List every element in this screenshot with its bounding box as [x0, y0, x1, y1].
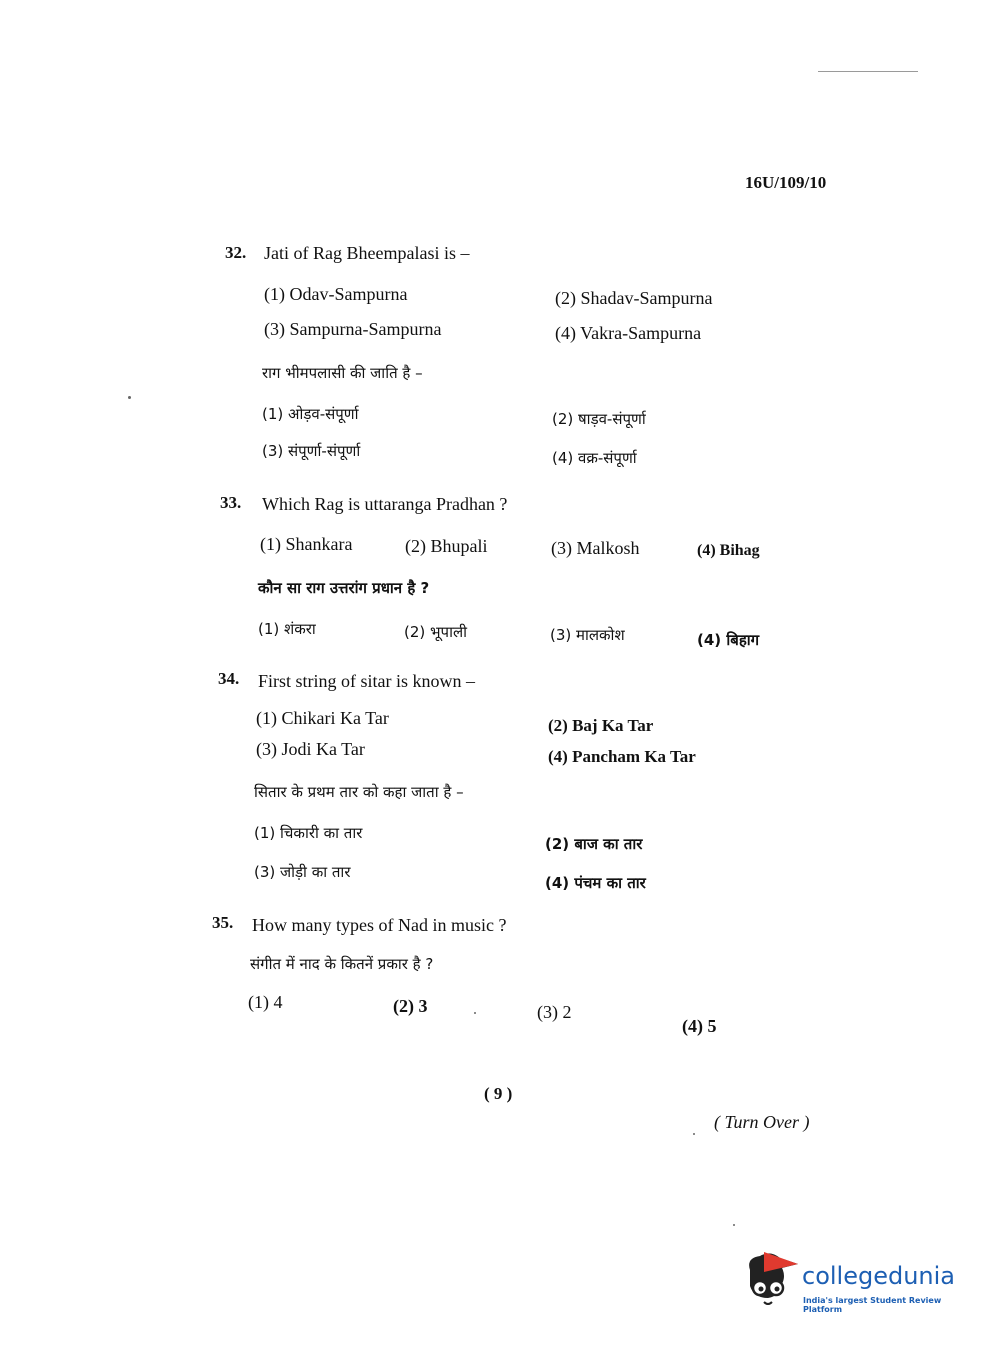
option-3-hi: (3) जोड़ी का तार [254, 863, 351, 881]
option-1-en: (1) Chikari Ka Tar [256, 708, 389, 728]
collegedunia-logo [742, 1250, 972, 1320]
option-2-en: (2) Bhupali [405, 536, 488, 556]
option-2-en: (2) Shadav-Sampurna [555, 288, 713, 308]
option-3-hi: (3) मालकोश [550, 626, 625, 644]
scan-speck [733, 1224, 735, 1226]
option-1: (1) 4 [248, 992, 283, 1012]
option-1-hi: (1) चिकारी का तार [254, 824, 363, 842]
question-number: 32. [225, 243, 247, 262]
logo-wordmark: collegedunia [802, 1262, 956, 1290]
option-2: (2) 3 [393, 996, 428, 1016]
option-2-en: (2) Baj Ka Tar [548, 716, 654, 735]
option-1-hi: (1) शंकरा [258, 620, 316, 638]
option-2-hi: (2) षाड़व-संपूर्णा [552, 410, 646, 428]
option-4-hi: (4) वक्र-संपूर्णा [552, 449, 637, 467]
turn-over-label: ( Turn Over ) [714, 1112, 810, 1132]
paper-code: 16U/109/10 [745, 173, 827, 192]
scan-speck [128, 396, 131, 399]
option-4: (4) 5 [682, 1016, 717, 1036]
scan-speck [693, 1133, 695, 1135]
option-1-hi: (1) ओड़व-संपूर्णा [262, 405, 359, 423]
option-3-en: (3) Malkosh [551, 538, 640, 558]
question-number: 33. [220, 493, 242, 512]
option-3-en: (3) Jodi Ka Tar [256, 739, 365, 759]
option-2-hi: (2) बाज का तार [545, 835, 643, 853]
scan-speck [474, 1012, 476, 1014]
option-3-hi: (3) संपूर्णा-संपूर्णा [262, 442, 361, 460]
option-4-en: (4) Pancham Ka Tar [548, 747, 696, 766]
question-text-en: Which Rag is uttaranga Pradhan ? [262, 494, 508, 514]
option-1-en: (1) Odav-Sampurna [264, 284, 408, 304]
question-text-hi: सितार के प्रथम तार को कहा जाता है – [254, 783, 464, 801]
page-number: ( 9 ) [484, 1084, 513, 1103]
mascot-icon [742, 1250, 800, 1310]
question-text-hi: कौन सा राग उत्तरांग प्रधान है ? [258, 579, 430, 597]
option-1-en: (1) Shankara [260, 534, 353, 554]
question-text-hi: राग भीमपलासी की जाति है – [262, 364, 423, 382]
option-3: (3) 2 [537, 1002, 572, 1022]
option-4-hi: (4) पंचम का तार [545, 874, 646, 892]
question-text-hi: संगीत में नाद के कितनें प्रकार है ? [250, 955, 434, 973]
question-text-en: How many types of Nad in music ? [252, 915, 507, 935]
top-rule [818, 71, 918, 72]
option-4-en: (4) Bihag [697, 542, 760, 559]
logo-tagline: India's largest Student Review Platform [803, 1296, 942, 1314]
question-text-en: First string of sitar is known – [258, 671, 476, 691]
question-text-en: Jati of Rag Bheempalasi is – [264, 243, 470, 263]
option-4-hi: (4) बिहाग [697, 631, 760, 649]
question-number: 35. [212, 913, 234, 932]
option-3-en: (3) Sampurna-Sampurna [264, 319, 442, 339]
option-4-en: (4) Vakra-Sampurna [555, 323, 702, 343]
question-number: 34. [218, 669, 240, 688]
option-2-hi: (2) भूपाली [404, 623, 468, 641]
